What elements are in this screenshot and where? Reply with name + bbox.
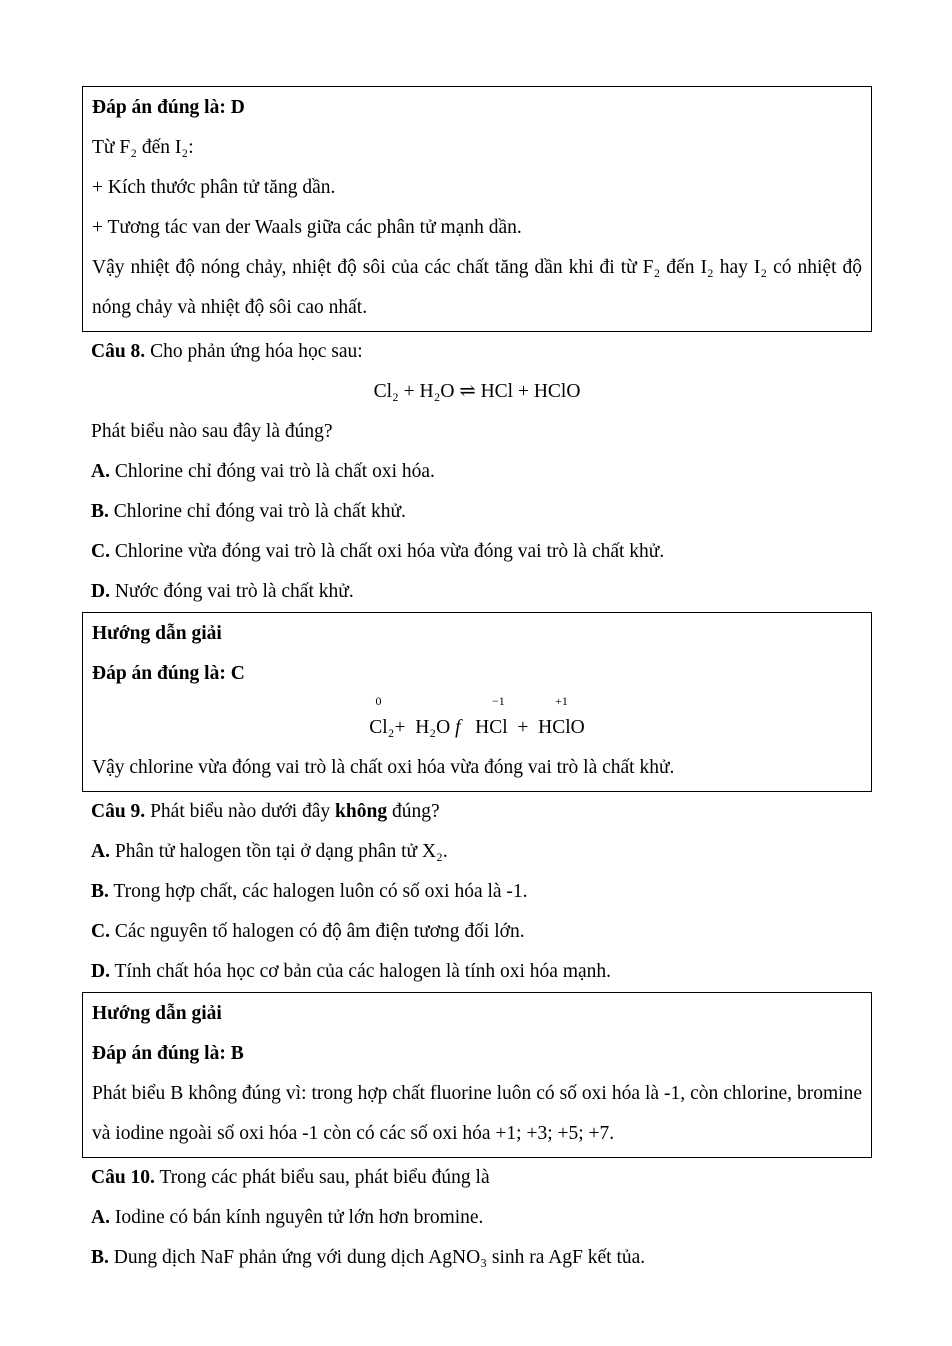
- solution-box-8: [82, 612, 872, 792]
- option-a: A. Chlorine chỉ đóng vai trò là chất oxi hóa.: [91, 461, 435, 482]
- option-label: A.: [91, 461, 110, 482]
- ox-segment: 0 Cl: [369, 694, 388, 738]
- solution-box-9: [82, 992, 872, 1158]
- answer-heading: Đáp án đúng là: D: [92, 97, 245, 118]
- option-label: B.: [91, 1247, 109, 1268]
- answer-line: + Kích thước phân tử tăng dần.: [92, 177, 336, 198]
- oxidation-equation: 0 Cl₂+ H₂O f H −1 Cl + H +1 ClO: [83, 694, 871, 748]
- option-a: A. Phân tử halogen tồn tại ở dạng phân tử X₂.: [91, 841, 448, 862]
- solution-conclusion: Vậy chlorine vừa đóng vai trò là chất oxi hóa vừa đóng vai trò là chất khử.: [92, 757, 675, 778]
- question-10-intro: Câu 10. Trong các phát biểu sau, phát biểu đúng là: [91, 1167, 490, 1188]
- option-label: C.: [91, 921, 110, 942]
- solution-heading: Hướng dẫn giải: [92, 623, 222, 644]
- ox-segment: +1 Cl: [552, 694, 571, 738]
- option-b: B. Dung dịch NaF phản ứng với dung dịch AgNO₃ sinh ra AgF kết tủa.: [91, 1247, 646, 1268]
- solution-answer: Đáp án đúng là: C: [92, 663, 245, 684]
- option-c: C. Các nguyên tố halogen có độ âm điện tương đối lớn.: [91, 921, 525, 942]
- solution-body: Phát biểu B không đúng vì: trong hợp chất fluorine luôn có số oxi hóa là -1, còn chlorine, bromine và iodine ngoài số oxi hóa -1 còn có các số oxi hóa +1; +3; +5; +7.: [92, 1083, 862, 1144]
- option-c: C. Chlorine vừa đóng vai trò là chất oxi hóa vừa đóng vai trò là chất khử.: [91, 541, 665, 562]
- option-label: B.: [91, 501, 109, 522]
- question-8-text: Phát biểu nào sau đây là đúng?: [91, 421, 333, 442]
- question-8-label: Câu 8.: [91, 341, 146, 362]
- option-label: A.: [91, 1207, 110, 1228]
- solution-heading: Hướng dẫn giải: [92, 1003, 222, 1024]
- answer-line: + Tương tác van der Waals giữa các phân tử mạnh dần.: [92, 217, 522, 238]
- option-d: D. Nước đóng vai trò là chất khử.: [91, 581, 354, 602]
- option-d: D. Tính chất hóa học cơ bản của các halogen là tính oxi hóa mạnh.: [91, 961, 612, 982]
- option-b: B. Trong hợp chất, các halogen luôn có số oxi hóa là -1.: [91, 881, 528, 902]
- question-10: [82, 1158, 872, 1278]
- question-9-label: Câu 9.: [91, 801, 146, 822]
- answer-line: Từ F₂ đến I₂:: [92, 137, 194, 158]
- question-8-equation: Cl₂ + H₂O ⇌ HCl + HClO: [373, 381, 581, 402]
- ox-segment: −1 Cl: [489, 694, 508, 738]
- option-label: A.: [91, 841, 110, 862]
- option-a: A. Iodine có bán kính nguyên tử lớn hơn bromine.: [91, 1207, 484, 1228]
- solution-answer: Đáp án đúng là: B: [92, 1043, 244, 1064]
- question-9: [82, 792, 872, 992]
- option-label: D.: [91, 961, 110, 982]
- option-b: B. Chlorine chỉ đóng vai trò là chất khử.: [91, 501, 406, 522]
- option-label: C.: [91, 541, 110, 562]
- answer-line: Vậy nhiệt độ nóng chảy, nhiệt độ sôi của các chất tăng dần khi đi từ F₂ đến I₂ hay I₂ có nhiệt độ nóng chảy và nhiệt độ sôi cao nhất.: [92, 257, 862, 318]
- option-label: D.: [91, 581, 110, 602]
- reaction-arrow: f: [455, 717, 461, 738]
- question-8-intro: Câu 8. Cho phản ứng hóa học sau:: [91, 341, 363, 362]
- document-page: [82, 86, 872, 1278]
- option-label: B.: [91, 881, 109, 902]
- question-8: [82, 332, 872, 612]
- question-9-intro: Câu 9. Phát biểu nào dưới đây không đúng?: [91, 801, 440, 822]
- answer-box-d: [82, 86, 872, 332]
- question-10-label: Câu 10.: [91, 1167, 155, 1188]
